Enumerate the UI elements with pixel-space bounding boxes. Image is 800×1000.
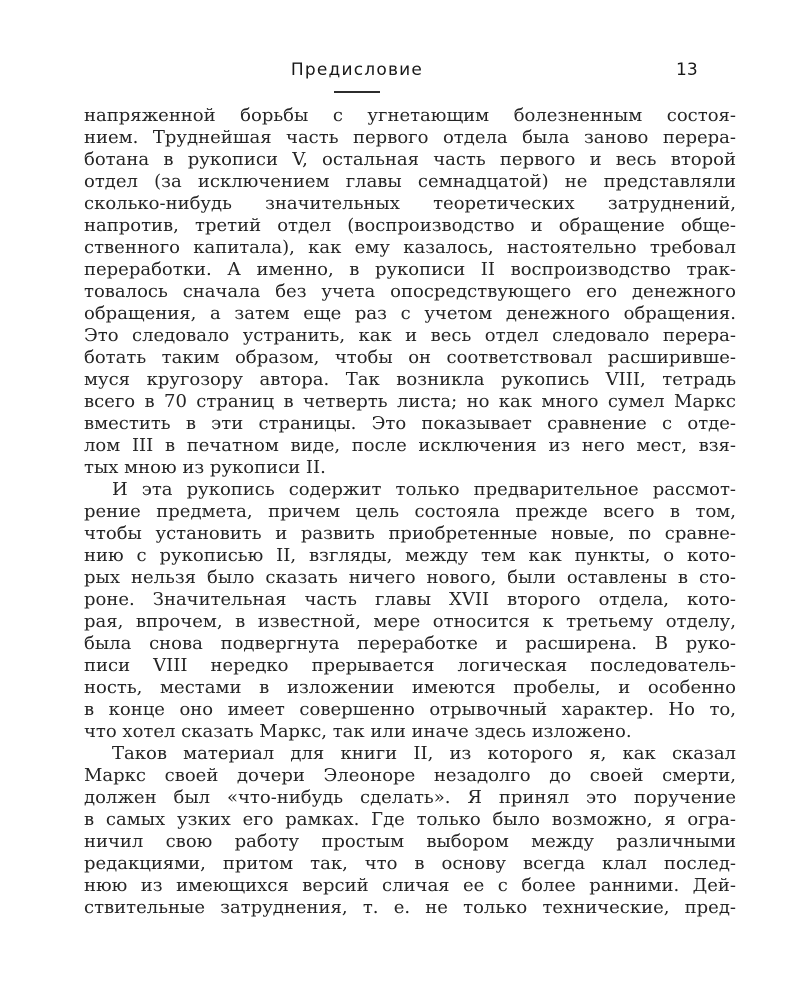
text-line: должен был «что-нибудь сделать». Я принял это поручение xyxy=(84,787,736,808)
text-line: напряженной борьбы с угнетающим болезненным состоя- xyxy=(84,105,736,126)
text-line: в конце оно имеет совершенно отрывочный характер. Но то, xyxy=(84,699,736,720)
text-line: Это следовало устранить, как и весь отдел следовало перера- xyxy=(84,325,736,346)
text-line: нием. Труднейшая часть первого отдела была заново перера- xyxy=(84,127,736,148)
text-line: Маркс своей дочери Элеоноре незадолго до своей смерти, xyxy=(84,765,736,786)
paragraph xyxy=(84,479,736,743)
text-line: сколько-нибудь значительных теоретических затруднений, xyxy=(84,193,736,214)
text-line: ность, местами в изложении имеются пробелы, и особенно xyxy=(84,677,736,698)
text-line: отдел (за исключением главы семнадцатой) не представляли xyxy=(84,171,736,192)
text-line: товалось сначала без учета опосредствующего его денежного xyxy=(84,281,736,302)
paragraph xyxy=(84,105,736,479)
text-line: напротив, третий отдел (воспроизводство и обращение обще- xyxy=(84,215,736,236)
header-rule xyxy=(334,91,380,93)
text-line: что хотел сказать Маркс, так или иначе здесь изложено. xyxy=(84,721,632,742)
text-line: ственного капитала), как ему казалось, настоятельно требовал xyxy=(84,237,736,258)
text-line: в самых узких его рамках. Где только было возможно, я огра- xyxy=(84,809,736,830)
text-line: роне. Значительная часть главы XVII второго отдела, кото- xyxy=(84,589,736,610)
text-line: нию с рукописью II, взгляды, между тем как пункты, о кото- xyxy=(84,545,736,566)
text-line: рая, впрочем, в известной, мере относится к третьему отделу, xyxy=(84,611,736,632)
text-line: лом III в печатном виде, после исключения из него мест, взя- xyxy=(84,435,736,456)
text-line: нюю из имеющихся версий сличая ее с более ранними. Дей- xyxy=(84,875,736,896)
text-line: Таков материал для книги II, из которого я, как сказал xyxy=(112,743,736,764)
text-line: ботать таким образом, чтобы он соответствовал расширивше- xyxy=(84,347,736,368)
text-line: редакциями, притом так, что в основу всегда клал послед- xyxy=(84,853,736,874)
text-line: тых мною из рукописи II. xyxy=(84,457,326,478)
text-line: вместить в эти страницы. Это показывает сравнение с отде- xyxy=(84,413,736,434)
text-line: чтобы установить и развить приобретенные новые, по сравне- xyxy=(84,523,736,544)
text-line: рых нельзя было сказать ничего нового, были оставлены в сто- xyxy=(84,567,736,588)
text-line: обращения, а затем еще раз с учетом денежного обращения. xyxy=(84,303,736,324)
text-line: ботана в рукописи V, остальная часть первого и весь второй xyxy=(84,149,736,170)
text-line: писи VIII нередко прерывается логическая последователь- xyxy=(84,655,736,676)
body-text xyxy=(84,105,736,919)
running-head xyxy=(0,0,800,100)
text-line: рение предмета, причем цель состояла прежде всего в том, xyxy=(84,501,736,522)
page-title: Предисловие xyxy=(290,60,424,80)
text-line: ничил свою работу простым выбором между различными xyxy=(84,831,736,852)
text-line: ствительные затруднения, т. е. не только технические, пред- xyxy=(84,897,736,918)
text-line: всего в 70 страниц в четверть листа; но как много сумел Маркс xyxy=(84,391,736,412)
text-line: была снова подвергнута переработке и расширена. В руко- xyxy=(84,633,736,654)
text-line: муся кругозору автора. Так возникла рукопись VIII, тетрадь xyxy=(84,369,736,390)
page-number: 13 xyxy=(676,60,698,80)
paragraph xyxy=(84,743,736,919)
text-line: переработки. А именно, в рукописи II воспроизводство трак- xyxy=(84,259,736,280)
text-line: И эта рукопись содержит только предварительное рассмот- xyxy=(112,479,736,500)
